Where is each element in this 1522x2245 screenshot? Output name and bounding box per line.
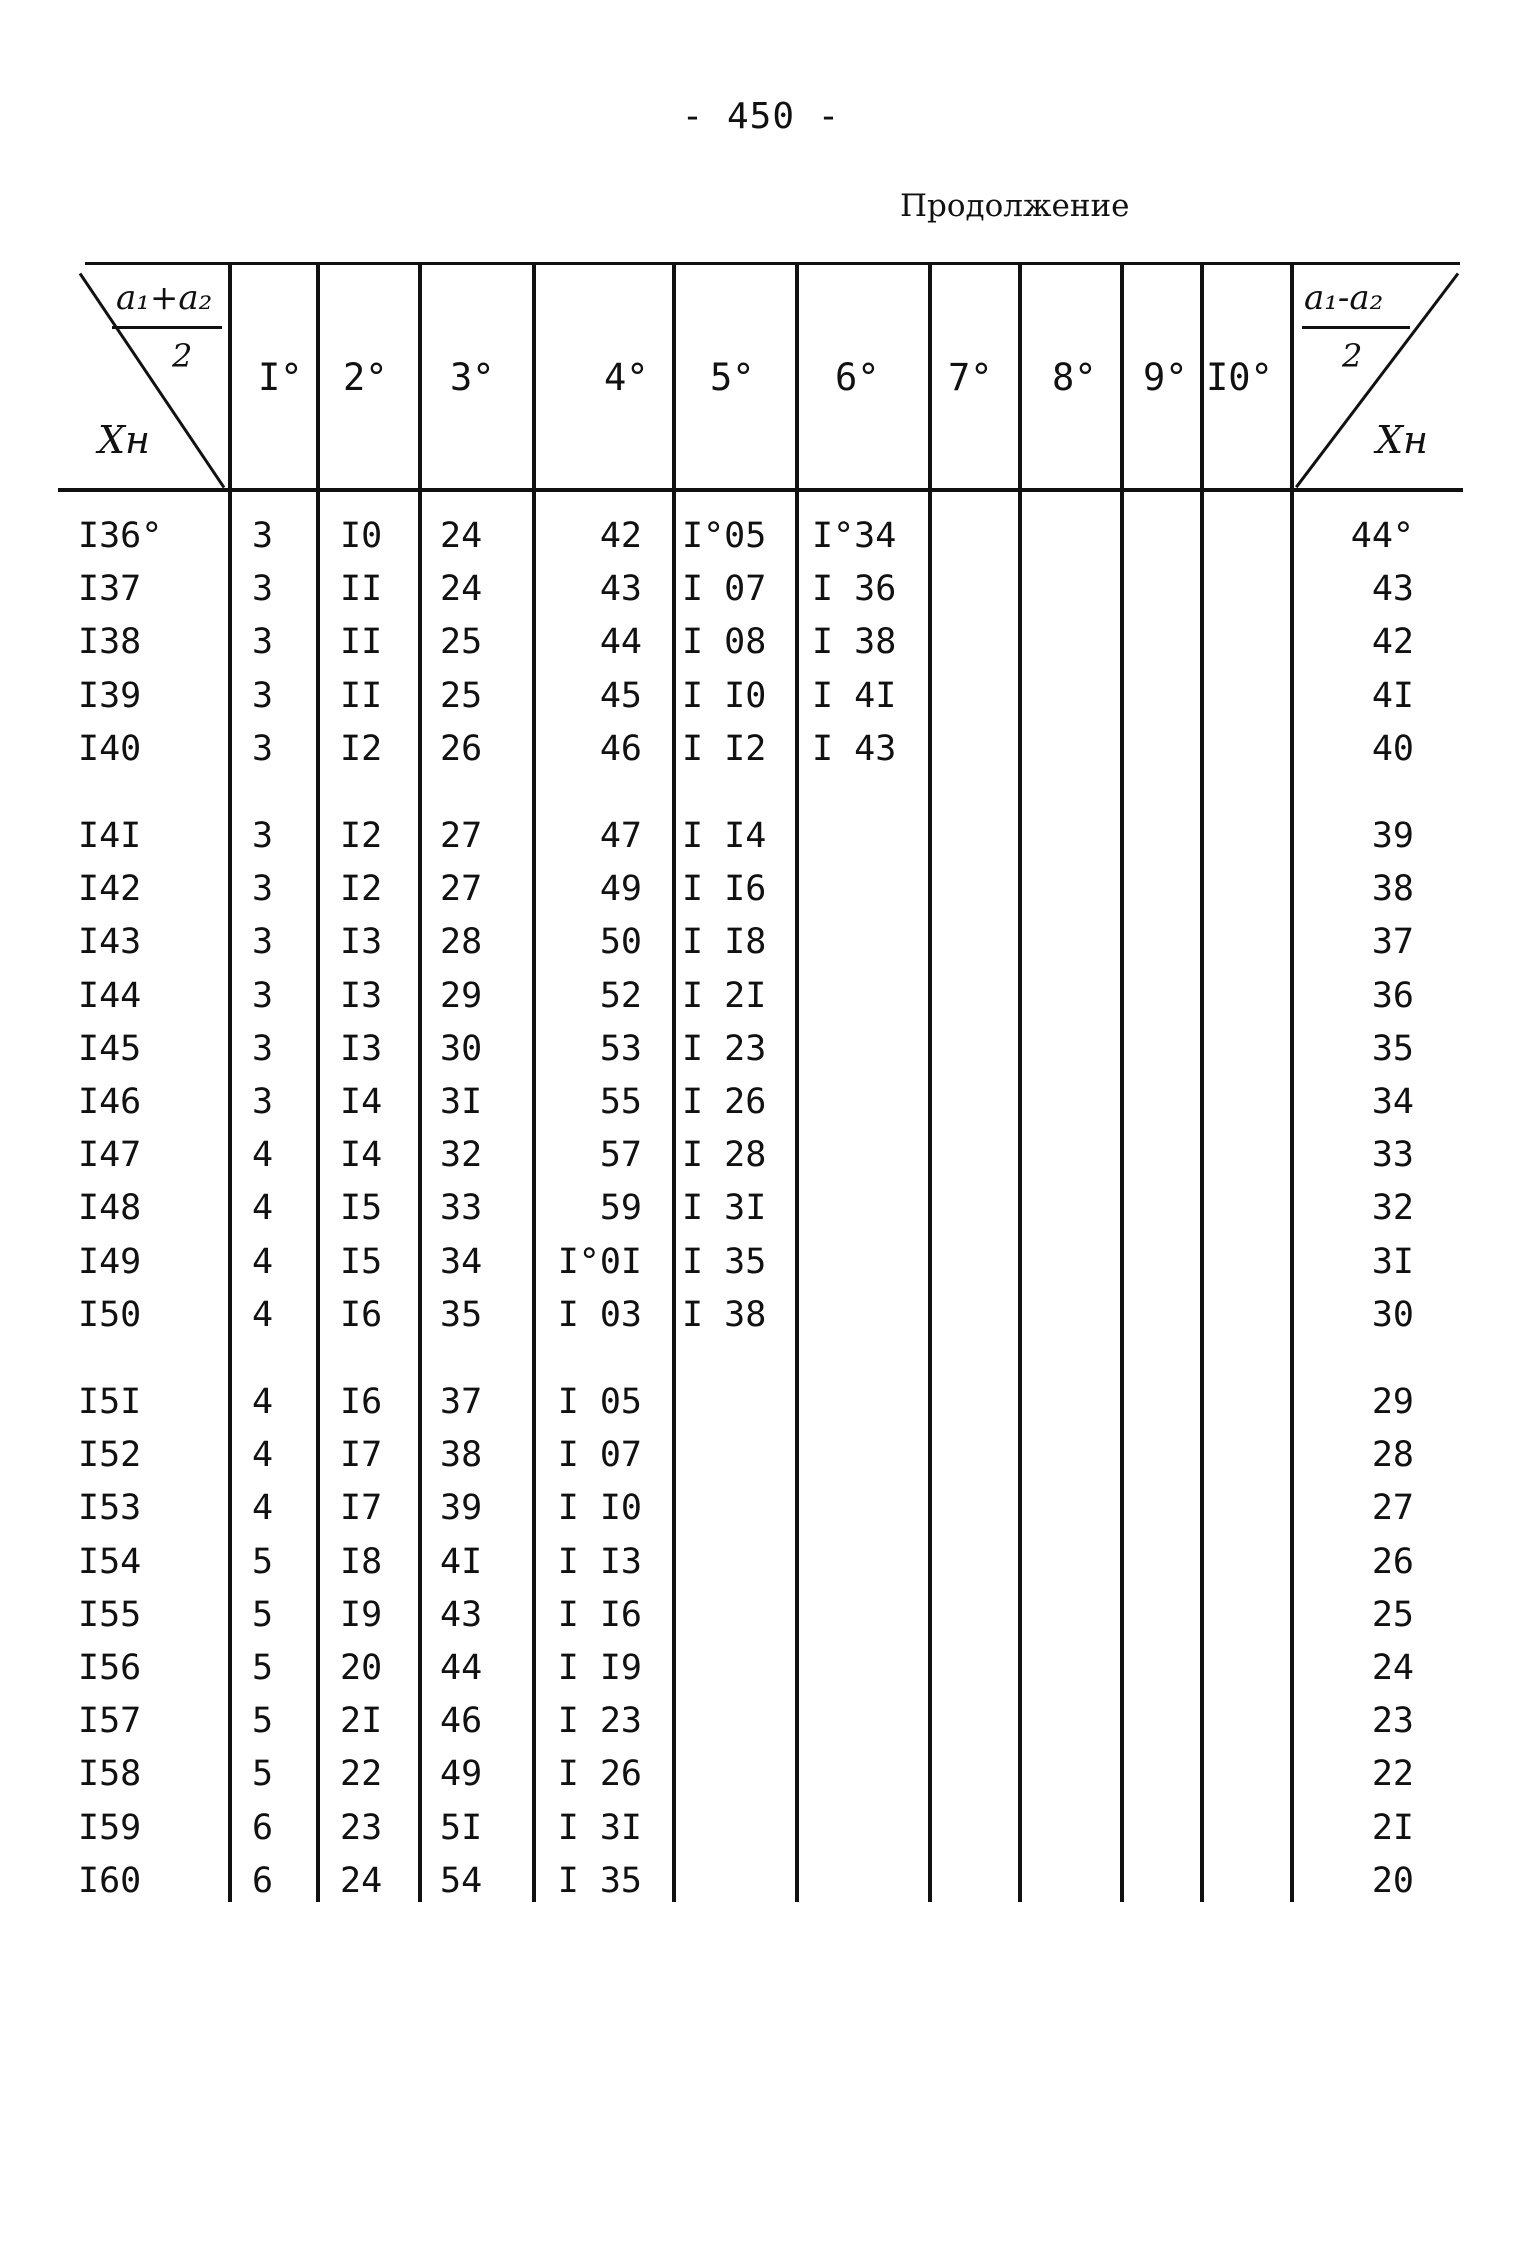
cell-1deg: 4: [252, 1488, 274, 1529]
cell-5deg: I 07: [682, 569, 767, 610]
cell-4deg: I 3I: [557, 1807, 642, 1848]
row-xn: I39: [78, 675, 142, 716]
row-xn: I47: [78, 1135, 142, 1176]
header-left-fraction-bar: [112, 326, 222, 329]
cell-5deg: I 38: [682, 1294, 767, 1335]
cell-4deg: I°0I: [557, 1241, 642, 1282]
row-xn-right: 2I: [1371, 1807, 1414, 1848]
row-xn: I37: [78, 569, 142, 610]
cell-5deg: I°05: [682, 516, 767, 556]
header-left-sum: a₁+a₂: [116, 278, 213, 318]
cell-4deg: 46: [599, 728, 642, 769]
row-xn: I40: [78, 728, 142, 769]
cell-1deg: 4: [252, 1135, 274, 1176]
row-xn: I60: [78, 1860, 142, 1901]
cell-5deg: I 28: [682, 1135, 767, 1176]
cell-3deg: 38: [440, 1435, 483, 1476]
row-xn-right: 24: [1371, 1648, 1414, 1688]
cell-4deg: I I3: [557, 1541, 642, 1582]
cell-4deg: 53: [599, 1028, 642, 1069]
cell-1deg: 5: [252, 1701, 274, 1742]
row-xn-right: 26: [1371, 1541, 1414, 1582]
row-xn-right: 22: [1371, 1754, 1414, 1795]
cell-4deg: 45: [599, 675, 642, 716]
row-xn-right: 44°: [1350, 516, 1414, 556]
row-xn: I48: [78, 1188, 142, 1229]
row-xn-right: 34: [1371, 1082, 1414, 1122]
cell-1deg: 3: [252, 816, 274, 856]
row-xn-right: 25: [1371, 1594, 1414, 1635]
row-xn-right: 39: [1371, 816, 1414, 856]
cell-1deg: 4: [252, 1241, 274, 1282]
cell-2deg: I4: [340, 1135, 383, 1176]
cell-5deg: I 3I: [682, 1188, 767, 1229]
cell-3deg: 37: [440, 1382, 483, 1422]
cell-3deg: 54: [440, 1860, 483, 1901]
row-xn-right: 32: [1371, 1188, 1414, 1229]
cell-2deg: 24: [340, 1860, 383, 1901]
cell-3deg: 26: [440, 728, 483, 769]
cell-2deg: I7: [340, 1488, 383, 1529]
cell-5deg: I 23: [682, 1028, 767, 1069]
row-xn-right: 29: [1371, 1382, 1414, 1422]
row-xn-right: 23: [1371, 1701, 1414, 1742]
cell-1deg: 4: [252, 1188, 274, 1229]
cell-1deg: 3: [252, 922, 274, 963]
cell-1deg: 5: [252, 1594, 274, 1635]
row-xn: I5I: [78, 1382, 142, 1422]
cell-2deg: I3: [340, 975, 383, 1016]
cell-3deg: 25: [440, 675, 483, 716]
header-top-rule: [85, 262, 1460, 265]
cell-1deg: 6: [252, 1807, 274, 1848]
cell-1deg: 3: [252, 1028, 274, 1069]
row-xn-right: 36: [1371, 975, 1414, 1016]
column-header: 4°: [604, 356, 649, 399]
cell-1deg: 3: [252, 975, 274, 1016]
cell-4deg: I I9: [557, 1648, 642, 1688]
cell-2deg: I9: [340, 1594, 383, 1635]
column-header: 9°: [1143, 356, 1188, 399]
column-header: 2°: [343, 356, 388, 399]
cell-3deg: 46: [440, 1701, 483, 1742]
row-xn-right: 28: [1371, 1435, 1414, 1476]
cell-2deg: 23: [340, 1807, 383, 1848]
cell-3deg: 27: [440, 869, 483, 910]
row-xn-right: 38: [1371, 869, 1414, 910]
cell-2deg: I3: [340, 922, 383, 963]
row-xn-right: 20: [1371, 1860, 1414, 1901]
cell-4deg: I 07: [557, 1435, 642, 1476]
cell-3deg: 4I: [440, 1541, 483, 1582]
row-xn-right: 3I: [1371, 1241, 1414, 1282]
header-left-xn: Xн: [98, 418, 151, 462]
cell-4deg: 55: [599, 1082, 642, 1122]
cell-2deg: I8: [340, 1541, 383, 1582]
cell-4deg: I 05: [557, 1382, 642, 1422]
row-xn: I4I: [78, 816, 142, 856]
cell-2deg: 22: [340, 1754, 383, 1795]
cell-1deg: 4: [252, 1294, 274, 1335]
row-xn: I58: [78, 1754, 142, 1795]
row-xn-right: 27: [1371, 1488, 1414, 1529]
row-xn-right: 40: [1371, 728, 1414, 769]
cell-6deg: I 4I: [812, 675, 897, 716]
cell-2deg: I5: [340, 1188, 383, 1229]
cell-6deg: I°34: [812, 516, 897, 556]
cell-6deg: I 43: [812, 728, 897, 769]
row-xn-right: 35: [1371, 1028, 1414, 1069]
row-xn: I45: [78, 1028, 142, 1069]
header-right-xn: Xн: [1376, 418, 1429, 462]
cell-1deg: 3: [252, 869, 274, 910]
cell-5deg: I I4: [682, 816, 767, 856]
column-header: 7°: [948, 356, 993, 399]
cell-2deg: I6: [340, 1382, 383, 1422]
row-xn: I36°: [78, 516, 163, 556]
row-xn: I49: [78, 1241, 142, 1282]
cell-4deg: 47: [599, 816, 642, 856]
cell-2deg: 20: [340, 1648, 383, 1688]
column-rule: [795, 262, 799, 1902]
cell-4deg: 42: [599, 516, 642, 556]
cell-5deg: I I2: [682, 728, 767, 769]
cell-6deg: I 36: [812, 569, 897, 610]
cell-5deg: I I6: [682, 869, 767, 910]
cell-4deg: I I6: [557, 1594, 642, 1635]
cell-3deg: 33: [440, 1188, 483, 1229]
row-xn: I53: [78, 1488, 142, 1529]
column-rule: [1120, 262, 1124, 1902]
column-header: 5°: [710, 356, 755, 399]
cell-2deg: I6: [340, 1294, 383, 1335]
page-number: - 450 -: [681, 96, 841, 137]
header-bottom-rule: [58, 488, 1463, 492]
column-rule: [1290, 262, 1294, 1902]
row-xn: I59: [78, 1807, 142, 1848]
cell-3deg: 32: [440, 1135, 483, 1176]
cell-5deg: I 26: [682, 1082, 767, 1122]
cell-1deg: 3: [252, 516, 274, 556]
column-header: I0°: [1206, 356, 1273, 399]
continuation-label: Продолжение: [900, 188, 1130, 224]
cell-1deg: 3: [252, 675, 274, 716]
cell-4deg: 50: [599, 922, 642, 963]
column-header: 8°: [1052, 356, 1097, 399]
cell-4deg: I I0: [557, 1488, 642, 1529]
cell-6deg: I 38: [812, 622, 897, 663]
cell-2deg: I3: [340, 1028, 383, 1069]
cell-3deg: 5I: [440, 1807, 483, 1848]
cell-1deg: 5: [252, 1648, 274, 1688]
column-header: 3°: [450, 356, 495, 399]
row-xn-right: 37: [1371, 922, 1414, 963]
cell-3deg: 49: [440, 1754, 483, 1795]
row-xn: I38: [78, 622, 142, 663]
row-xn: I44: [78, 975, 142, 1016]
row-xn: I52: [78, 1435, 142, 1476]
header-right-fraction-bar: [1302, 326, 1410, 329]
row-xn: I46: [78, 1082, 142, 1122]
cell-4deg: 43: [599, 569, 642, 610]
cell-1deg: 4: [252, 1382, 274, 1422]
cell-2deg: I7: [340, 1435, 383, 1476]
cell-2deg: I4: [340, 1082, 383, 1122]
column-rule: [316, 262, 320, 1902]
cell-1deg: 4: [252, 1435, 274, 1476]
column-header: 6°: [835, 356, 880, 399]
row-xn: I57: [78, 1701, 142, 1742]
cell-4deg: I 35: [557, 1860, 642, 1901]
cell-3deg: 43: [440, 1594, 483, 1635]
cell-5deg: I I0: [682, 675, 767, 716]
column-rule: [532, 262, 536, 1902]
cell-4deg: 59: [599, 1188, 642, 1229]
cell-2deg: II: [340, 569, 383, 610]
column-rule: [1018, 262, 1022, 1902]
cell-3deg: 3I: [440, 1082, 483, 1122]
cell-3deg: 44: [440, 1648, 483, 1688]
column-header: I°: [258, 356, 303, 399]
row-xn-right: 43: [1371, 569, 1414, 610]
cell-4deg: 57: [599, 1135, 642, 1176]
cell-4deg: I 03: [557, 1294, 642, 1335]
cell-5deg: I 08: [682, 622, 767, 663]
cell-4deg: 49: [599, 869, 642, 910]
header-right-diff: a₁-a₂: [1304, 278, 1384, 318]
cell-1deg: 5: [252, 1754, 274, 1795]
cell-2deg: II: [340, 675, 383, 716]
header-left-denominator: 2: [172, 337, 193, 375]
cell-3deg: 34: [440, 1241, 483, 1282]
row-xn: I55: [78, 1594, 142, 1635]
cell-2deg: I5: [340, 1241, 383, 1282]
row-xn-right: 33: [1371, 1135, 1414, 1176]
cell-5deg: I 2I: [682, 975, 767, 1016]
row-xn: I56: [78, 1648, 142, 1688]
column-rule: [1200, 262, 1204, 1902]
row-xn-right: 42: [1371, 622, 1414, 663]
cell-5deg: I 35: [682, 1241, 767, 1282]
cell-3deg: 24: [440, 569, 483, 610]
cell-1deg: 3: [252, 569, 274, 610]
cell-3deg: 30: [440, 1028, 483, 1069]
row-xn: I43: [78, 922, 142, 963]
cell-5deg: I I8: [682, 922, 767, 963]
column-rule: [672, 262, 676, 1902]
row-xn: I50: [78, 1294, 142, 1335]
cell-2deg: I2: [340, 728, 383, 769]
column-rule: [928, 262, 932, 1902]
cell-1deg: 5: [252, 1541, 274, 1582]
column-rule: [228, 262, 232, 1902]
cell-3deg: 35: [440, 1294, 483, 1335]
row-xn-right: 30: [1371, 1294, 1414, 1335]
cell-3deg: 25: [440, 622, 483, 663]
cell-1deg: 6: [252, 1860, 274, 1901]
row-xn: I54: [78, 1541, 142, 1582]
cell-1deg: 3: [252, 622, 274, 663]
cell-3deg: 28: [440, 922, 483, 963]
cell-1deg: 3: [252, 1082, 274, 1122]
cell-2deg: II: [340, 622, 383, 663]
cell-3deg: 24: [440, 516, 483, 556]
cell-2deg: I2: [340, 869, 383, 910]
cell-3deg: 27: [440, 816, 483, 856]
row-xn-right: 4I: [1371, 675, 1414, 716]
cell-2deg: I2: [340, 816, 383, 856]
row-xn: I42: [78, 869, 142, 910]
column-rule: [418, 262, 422, 1902]
cell-3deg: 39: [440, 1488, 483, 1529]
cell-2deg: I0: [340, 516, 383, 556]
cell-2deg: 2I: [340, 1701, 383, 1742]
cell-4deg: I 26: [557, 1754, 642, 1795]
cell-4deg: I 23: [557, 1701, 642, 1742]
header-right-denominator: 2: [1342, 337, 1363, 375]
cell-3deg: 29: [440, 975, 483, 1016]
cell-4deg: 52: [599, 975, 642, 1016]
cell-4deg: 44: [599, 622, 642, 663]
cell-1deg: 3: [252, 728, 274, 769]
